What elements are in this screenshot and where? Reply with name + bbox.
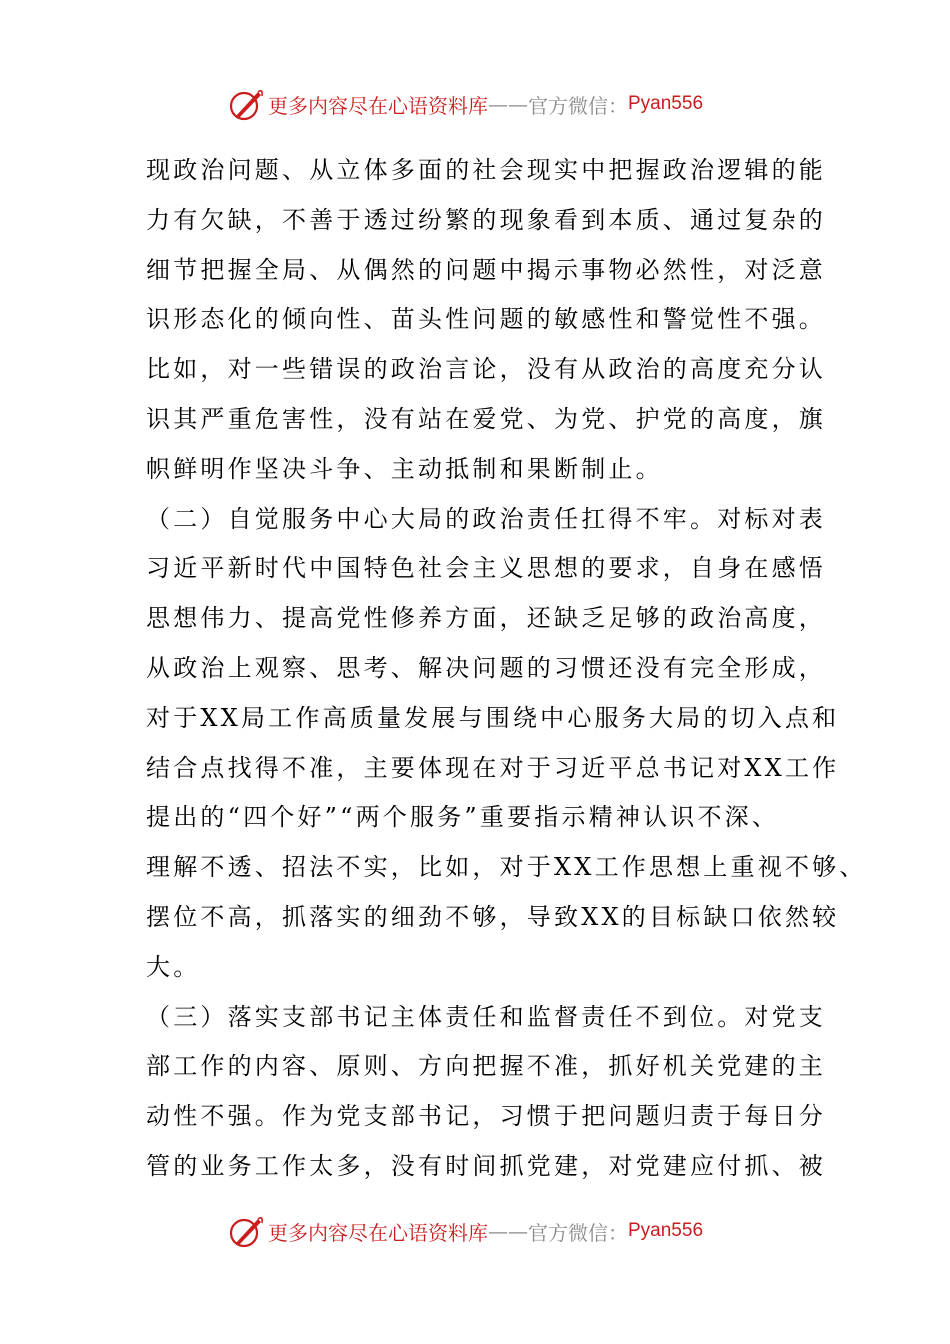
body-line: 结合点找得不准，主要体现在对于习近平总书记对XX工作: [146, 753, 840, 782]
body-line: 识形态化的倾向性、苗头性问题的敏感性和警觉性不强。: [146, 305, 826, 334]
body-line: 动性不强。作为党支部书记，习惯于把问题归责于每日分: [146, 1102, 826, 1131]
section-heading-line: （二）自觉服务中心大局的政治责任扛得不牢。对标对表: [146, 504, 826, 533]
watermark-dash: ——: [488, 1219, 528, 1243]
body-line: 大。: [146, 952, 201, 981]
body-line: 提出的“四个好”“两个服务”重要指示精神认识不深、: [146, 803, 780, 832]
body-line: 帜鲜明作坚决斗争、主动抵制和果断制止。: [146, 454, 663, 483]
quill-logo-icon: [228, 86, 264, 122]
body-line: 从政治上观察、思考、解决问题的习惯还没有完全形成，: [146, 653, 826, 682]
watermark-id: Pyan556: [628, 1220, 704, 1241]
body-line: 思想伟力、提高党性修养方面，还缺乏足够的政治高度，: [146, 604, 826, 633]
watermark-dash: ——: [488, 92, 528, 116]
section-heading-line: （三）落实支部书记主体责任和监督责任不到位。对党支: [146, 1002, 826, 1031]
footer-watermark: [228, 1211, 703, 1251]
body-line: 现政治问题、从立体多面的社会现实中把握政治逻辑的能: [146, 156, 826, 184]
body-line: 对于XX局工作高质量发展与围绕中心服务大局的切入点和: [146, 703, 840, 732]
body-line: 识其严重危害性，没有站在爱党、为党、护党的高度，旗: [146, 404, 826, 433]
document-body: [146, 146, 867, 1192]
body-line: 管的业务工作太多，没有时间抓党建，对党建应付抓、被: [146, 1151, 826, 1180]
watermark-label: 官方微信：: [528, 93, 628, 118]
quill-logo-icon: [228, 1213, 264, 1249]
body-line: 习近平新时代中国特色社会主义思想的要求，自身在感悟: [146, 554, 826, 583]
body-line: 理解不透、招法不实，比如，对于XX工作思想上重视不够、: [146, 853, 867, 882]
body-line: 比如，对一些错误的政治言论，没有从政治的高度充分认: [146, 355, 826, 384]
watermark-main-text: 更多内容尽在心语资料库: [268, 1220, 488, 1245]
body-line: 摆位不高，抓落实的细劲不够，导致XX的目标缺口依然较: [146, 902, 840, 931]
body-line: 力有欠缺，不善于透过纷繁的现象看到本质、通过复杂的: [146, 205, 826, 234]
header-watermark: [228, 84, 703, 124]
watermark-label: 官方微信：: [528, 1220, 628, 1245]
watermark-id: Pyan556: [628, 93, 704, 114]
watermark-main-text: 更多内容尽在心语资料库: [268, 93, 488, 118]
body-line: 部工作的内容、原则、方向把握不准，抓好机关党建的主: [146, 1052, 826, 1081]
body-line: 细节把握全局、从偶然的问题中揭示事物必然性，对泛意: [146, 255, 826, 284]
